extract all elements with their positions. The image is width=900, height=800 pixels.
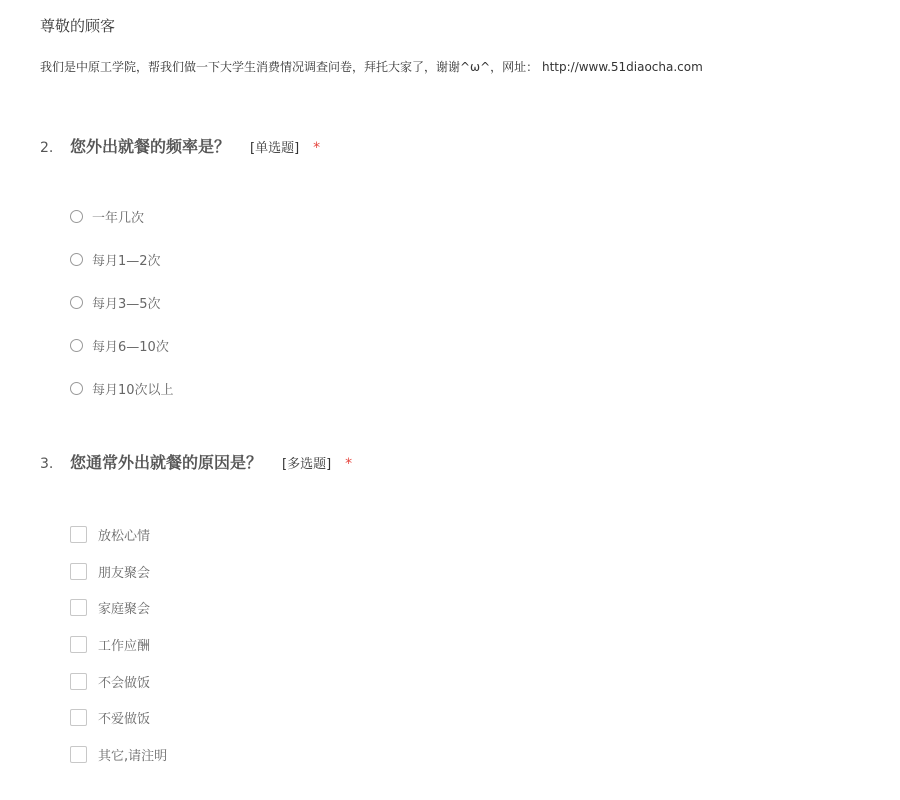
option-label: 家庭聚会 (98, 601, 151, 617)
radio-option[interactable] (70, 292, 161, 312)
radio-button[interactable] (70, 382, 83, 395)
option-label: 不爱做饭 (98, 711, 151, 727)
option-label: 工作应酬 (98, 638, 151, 654)
required-asterisk: * (345, 456, 353, 472)
option-label: 每月3—5次 (92, 296, 161, 312)
checkbox-option[interactable] (70, 671, 150, 691)
radio-option[interactable] (70, 378, 174, 398)
question-header (40, 450, 860, 474)
checkbox-option[interactable] (70, 634, 150, 654)
radio-option[interactable] (70, 206, 144, 226)
option-label: 朋友聚会 (98, 565, 151, 581)
checkbox[interactable] (70, 563, 87, 580)
option-label: 每月1—2次 (92, 253, 161, 269)
question-title: 您通常外出就餐的原因是？ (70, 453, 263, 472)
radio-button[interactable] (70, 339, 83, 352)
checkbox[interactable] (70, 599, 87, 616)
radio-button[interactable] (70, 210, 83, 223)
required-asterisk: * (313, 140, 321, 156)
option-label: 其它,请注明 (98, 748, 168, 764)
survey-intro-text: 我们是中原工学院，帮我们做一下大学生消费情况调查问卷，拜托大家了，谢谢^ω^，网址： http://www.51diaocha.com (40, 60, 703, 74)
question-frequency (40, 134, 860, 398)
checkbox[interactable] (70, 673, 87, 690)
checkbox[interactable] (70, 746, 87, 763)
checkbox[interactable] (70, 636, 87, 653)
question-header (40, 134, 860, 158)
option-label: 不会做饭 (98, 675, 151, 691)
question-type-label: [单选题] (250, 141, 300, 156)
checkbox-option[interactable] (70, 524, 150, 544)
checkbox[interactable] (70, 709, 87, 726)
checkbox-option[interactable] (70, 597, 150, 617)
option-label: 每月10次以上 (92, 382, 174, 398)
option-label: 每月6—10次 (92, 339, 169, 355)
checkbox[interactable] (70, 526, 87, 543)
radio-option[interactable] (70, 249, 161, 269)
radio-button[interactable] (70, 296, 83, 309)
checkbox-option[interactable] (70, 744, 167, 764)
checkbox-option[interactable] (70, 707, 150, 727)
question-number: 2. (40, 140, 54, 156)
radio-button[interactable] (70, 253, 83, 266)
checkbox-option[interactable] (70, 561, 150, 581)
radio-option[interactable] (70, 335, 169, 355)
question-type-label: [多选题] (282, 457, 332, 472)
option-label: 一年几次 (92, 210, 145, 226)
question-title: 您外出就餐的频率是？ (70, 137, 231, 156)
option-label: 放松心情 (98, 528, 151, 544)
question-dining-reason (40, 450, 860, 764)
greeting-heading: 尊敬的顾客 (40, 17, 116, 35)
question-number: 3. (40, 456, 54, 472)
